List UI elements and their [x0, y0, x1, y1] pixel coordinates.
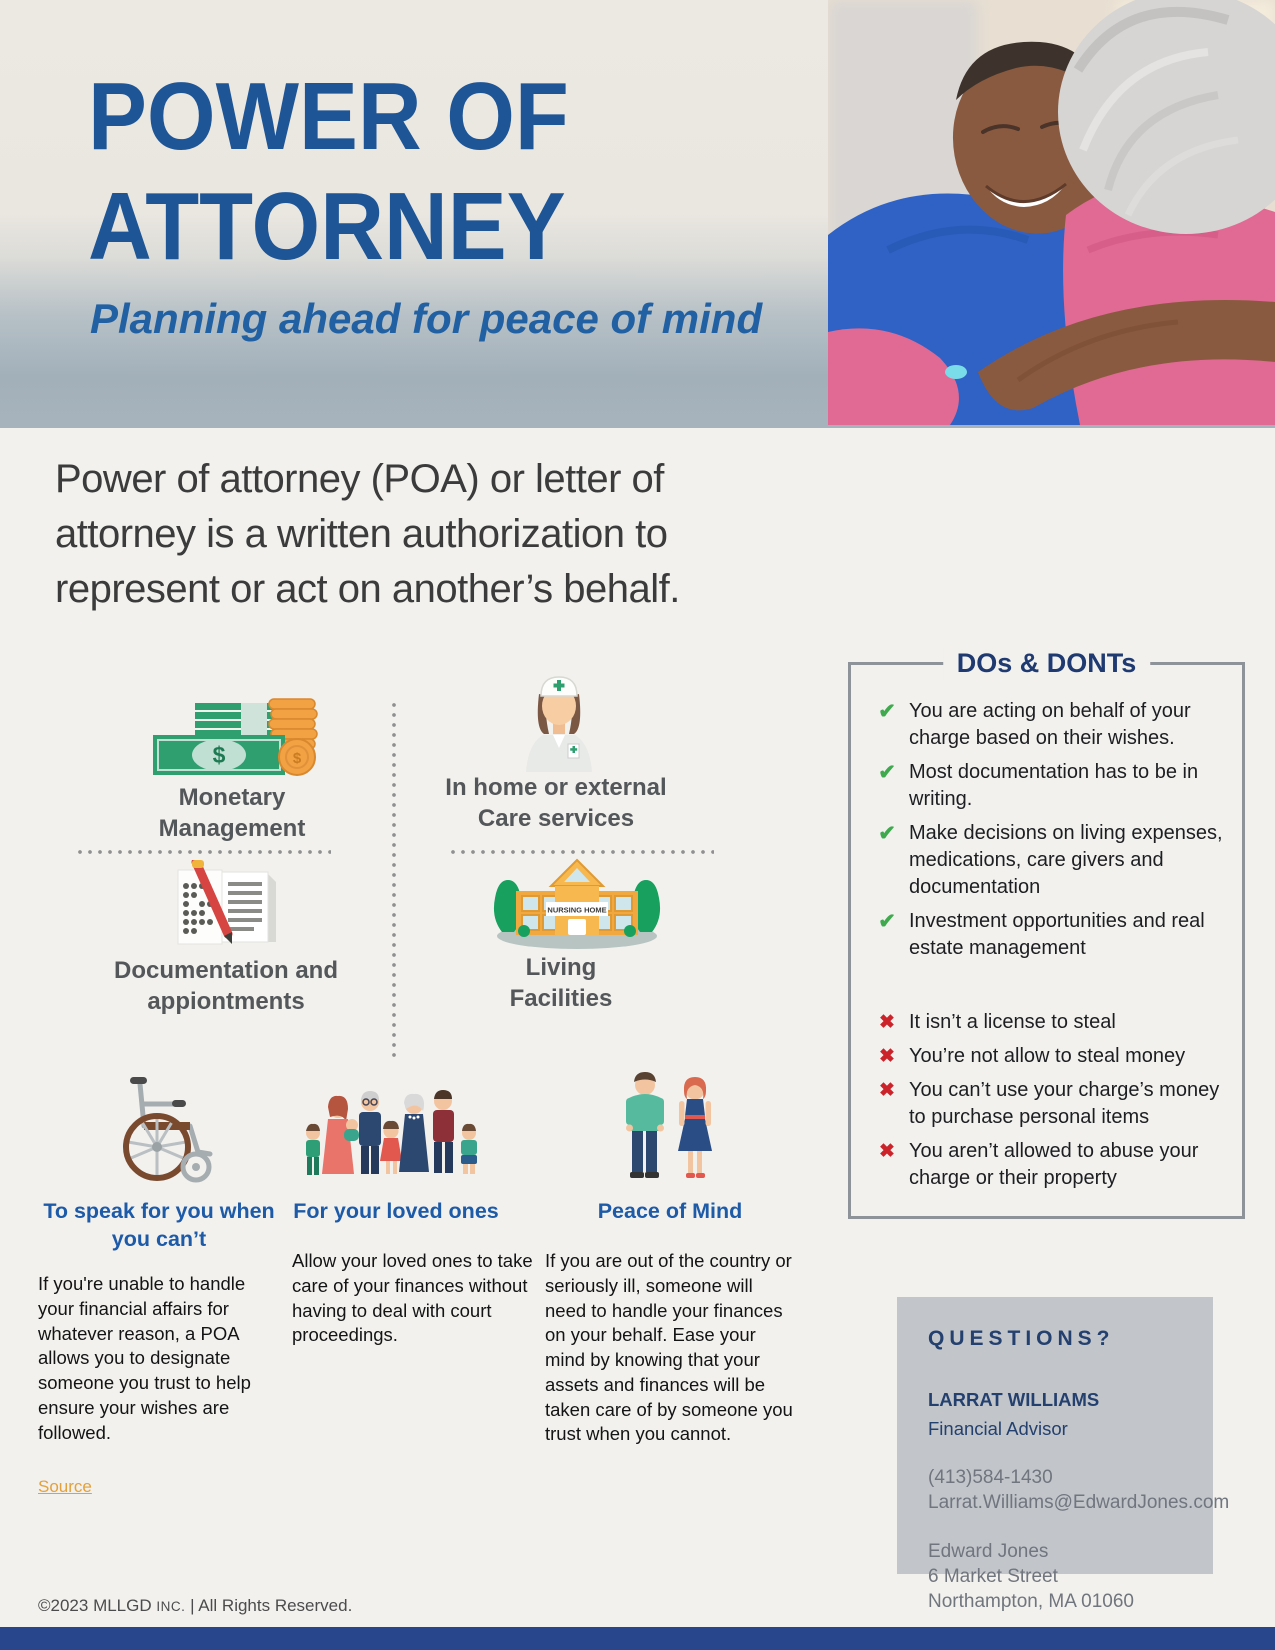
couple-icon	[615, 1068, 727, 1182]
cross-icon: ✖	[879, 1080, 895, 1101]
cross-icon: ✖	[879, 1141, 895, 1162]
do-item-text: You are acting on behalf of your charge based on their wishes.	[909, 700, 1191, 749]
nurse-icon	[513, 670, 605, 772]
page-title	[88, 62, 569, 283]
questions-box	[897, 1297, 1230, 1612]
money-icon	[145, 693, 323, 777]
service-label-living: Living Facilities	[509, 954, 613, 1013]
nursing-home-sign: NURSING HOME	[547, 905, 607, 915]
benefit-text-loved-ones: Allow your loved ones to take care of your finances without having to deal with court proceedings.	[292, 1250, 533, 1346]
advisor-role: Financial Advisor	[928, 1418, 1068, 1439]
copyright-inc: INC.	[156, 1599, 186, 1614]
dont-item-text: It isn’t a license to steal	[909, 1011, 1116, 1033]
hugging-seniors-photo	[828, 0, 1275, 425]
do-item	[869, 908, 1231, 962]
family-icon	[295, 1068, 487, 1182]
copyright-suffix: | All Rights Reserved.	[185, 1596, 353, 1615]
check-icon: ✔	[878, 822, 896, 845]
coin-dollar-sign: $	[292, 750, 302, 767]
dollar-sign: $	[212, 742, 226, 768]
dotted-divider-vertical	[392, 700, 396, 1060]
dont-item	[869, 1009, 1231, 1036]
nursing-home-icon	[486, 858, 668, 950]
service-label-monetary: Monetary Management	[158, 784, 306, 843]
company-address-line1: 6 Market Street	[928, 1566, 1058, 1588]
page-title-line2: ATTORNEY	[88, 173, 566, 281]
check-icon: ✔	[878, 700, 896, 723]
page-subtitle: Planning ahead for peace of mind	[90, 295, 763, 342]
do-item	[869, 820, 1231, 901]
check-icon: ✔	[878, 761, 896, 784]
check-icon: ✔	[878, 910, 896, 933]
dont-item-text: You aren’t allowed to abuse your charge or their property	[909, 1140, 1199, 1189]
hugging-seniors-illustration	[828, 0, 1275, 425]
header-banner	[0, 0, 1275, 428]
benefit-heading-loved-ones: For your loved ones	[293, 1199, 499, 1223]
advisor-email: Larrat.Williams@EdwardJones.com	[928, 1491, 1230, 1513]
advisor-name: LARRAT WILLIAMS	[928, 1389, 1100, 1410]
wheelchair-icon	[100, 1070, 218, 1184]
company-address-line2: Northampton, MA 01060	[928, 1590, 1134, 1612]
benefit-heading-speak: To speak for you when you can’t	[43, 1199, 275, 1251]
do-item	[869, 698, 1231, 752]
dotted-divider-right	[448, 850, 714, 854]
advisor-phone: (413)584-1430	[928, 1467, 1053, 1488]
dont-item	[869, 1077, 1231, 1131]
dont-item-text: You’re not allow to steal money	[909, 1045, 1186, 1067]
company-name: Edward Jones	[928, 1541, 1049, 1563]
dont-item	[869, 1138, 1231, 1192]
benefit-text-speak: If you're unable to handle your financial affairs for whatever reason, a POA allows you to designate someone you trust to help ensure your wishes are followed.	[38, 1273, 251, 1443]
bottom-accent-bar	[0, 1627, 1275, 1650]
page-title-line1: POWER OF	[88, 63, 569, 170]
cross-icon: ✖	[879, 1012, 895, 1033]
copyright-text	[38, 1596, 352, 1616]
do-item-text: Make decisions on living expenses, medications, care givers and documentation	[909, 822, 1223, 898]
dont-item	[869, 1043, 1231, 1070]
copyright-prefix: ©2023 MLLGD	[38, 1596, 157, 1615]
do-item-text: Most documentation has to be in writing.	[909, 761, 1199, 810]
do-item	[869, 759, 1231, 813]
documents-icon	[166, 860, 284, 952]
cross-icon: ✖	[879, 1046, 895, 1067]
dont-item-text: You can’t use your charge’s money to purchase personal items	[909, 1079, 1220, 1128]
service-label-care: In home or external Care services	[445, 774, 667, 833]
dos-donts-title: DOs & DONTs	[943, 648, 1151, 679]
list-spacer	[869, 969, 1231, 1009]
benefit-text-peace: If you are out of the country or seriously ill, someone will need to handle your finances on your behalf. Ease your mind by knowing that your assets and finances will be taken care of by someone you trust when you cannot.	[545, 1250, 793, 1445]
dos-donts-box	[848, 648, 1245, 1219]
benefit-heading-peace: Peace of Mind	[597, 1199, 743, 1223]
do-item-text: Investment opportunities and real estate management	[909, 910, 1205, 959]
service-label-documentation: Documentation and appiontments	[113, 957, 338, 1016]
dos-donts-list	[869, 698, 1231, 1199]
intro-paragraph: Power of attorney (POA) or letter of attorney is a written authorization to represent or act on another’s behalf.	[55, 457, 680, 612]
dotted-divider-left	[75, 850, 331, 854]
questions-title: QUESTIONS?	[928, 1327, 1115, 1350]
source-link[interactable]: Source	[38, 1477, 92, 1496]
